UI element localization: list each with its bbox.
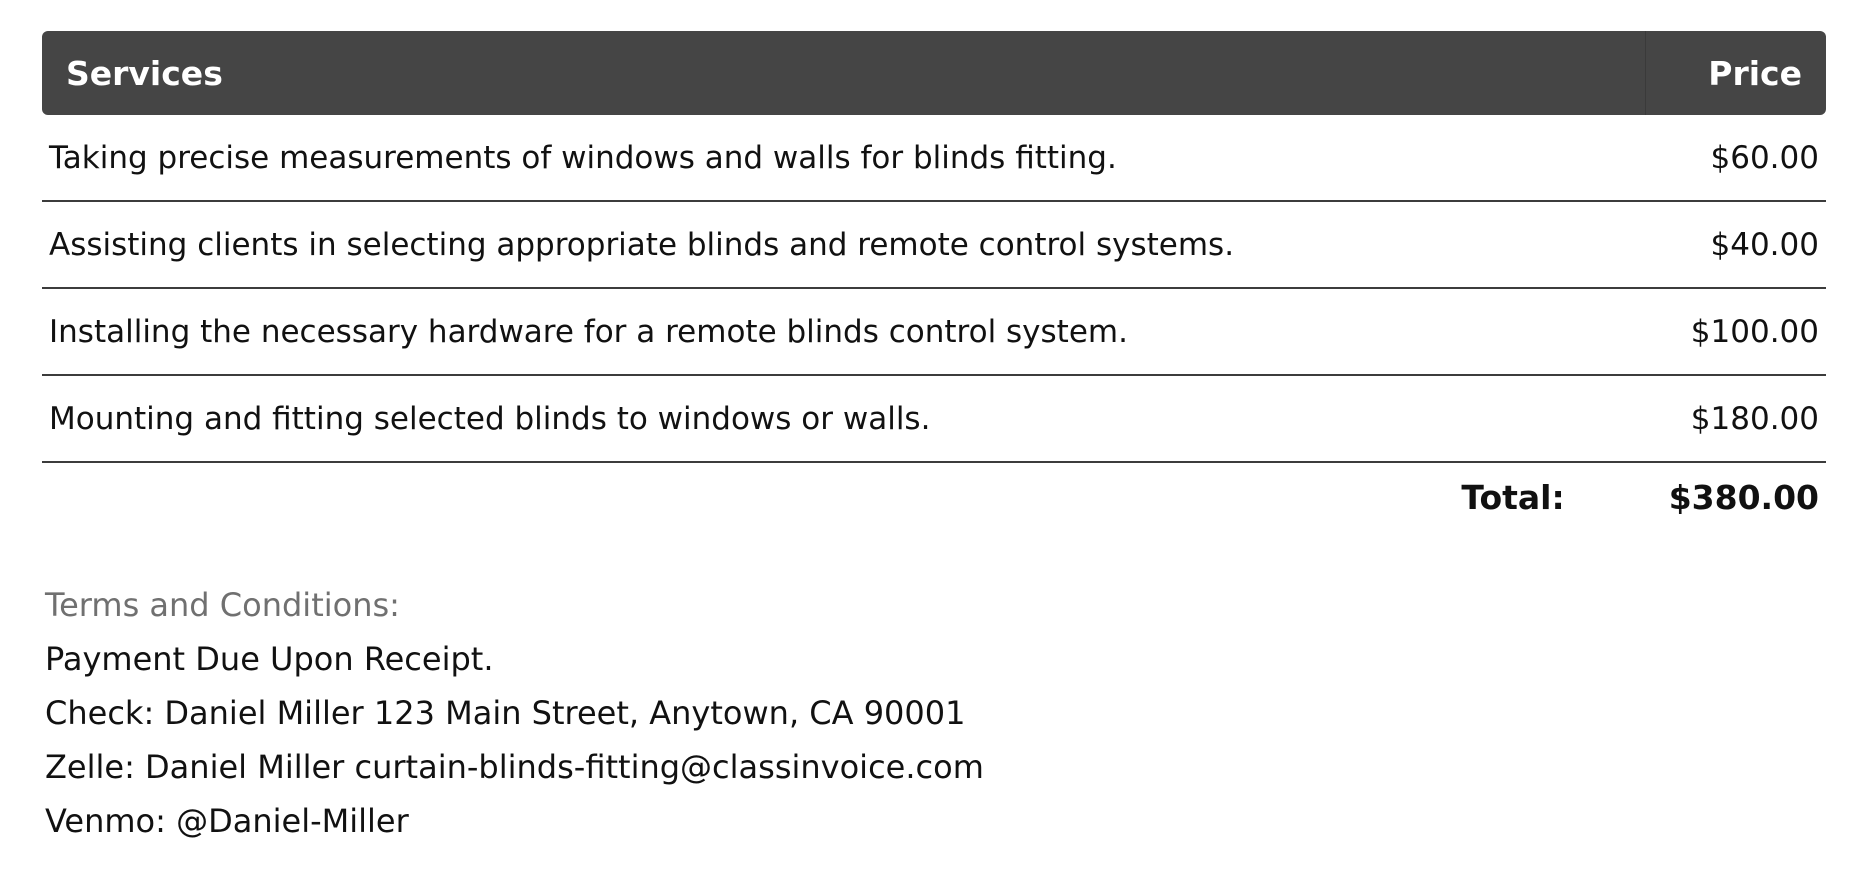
terms-and-conditions [45, 578, 984, 848]
zelle-payment-info: Zelle: Daniel Miller curtain-blinds-fitting@classinvoice.com [45, 748, 984, 786]
service-price: $40.00 [1645, 201, 1826, 288]
check-payment-info: Check: Daniel Miller 123 Main Street, Anytown, CA 90001 [45, 694, 966, 732]
table-row [42, 375, 1826, 462]
service-price: $60.00 [1645, 115, 1826, 201]
total-amount: $380.00 [1668, 478, 1819, 517]
table-header-row [42, 31, 1826, 115]
table-row [42, 201, 1826, 288]
service-price: $180.00 [1645, 375, 1826, 462]
services-table [42, 31, 1826, 463]
total-label: Total: [1461, 478, 1565, 517]
service-description: Assisting clients in selecting appropriate blinds and remote control systems. [42, 201, 1645, 288]
service-price: $100.00 [1645, 288, 1826, 375]
terms-title: Terms and Conditions: [45, 586, 400, 624]
venmo-payment-info: Venmo: @Daniel-Miller [45, 802, 409, 840]
service-description: Taking precise measurements of windows and walls for blinds fitting. [42, 115, 1645, 201]
table-row [42, 115, 1826, 201]
price-column-header: Price [1645, 31, 1826, 115]
table-row [42, 288, 1826, 375]
service-description: Installing the necessary hardware for a remote blinds control system. [42, 288, 1645, 375]
total-row [1461, 478, 1819, 517]
service-description: Mounting and fitting selected blinds to windows or walls. [42, 375, 1645, 462]
payment-due-note: Payment Due Upon Receipt. [45, 640, 494, 678]
services-column-header: Services [42, 31, 1645, 115]
